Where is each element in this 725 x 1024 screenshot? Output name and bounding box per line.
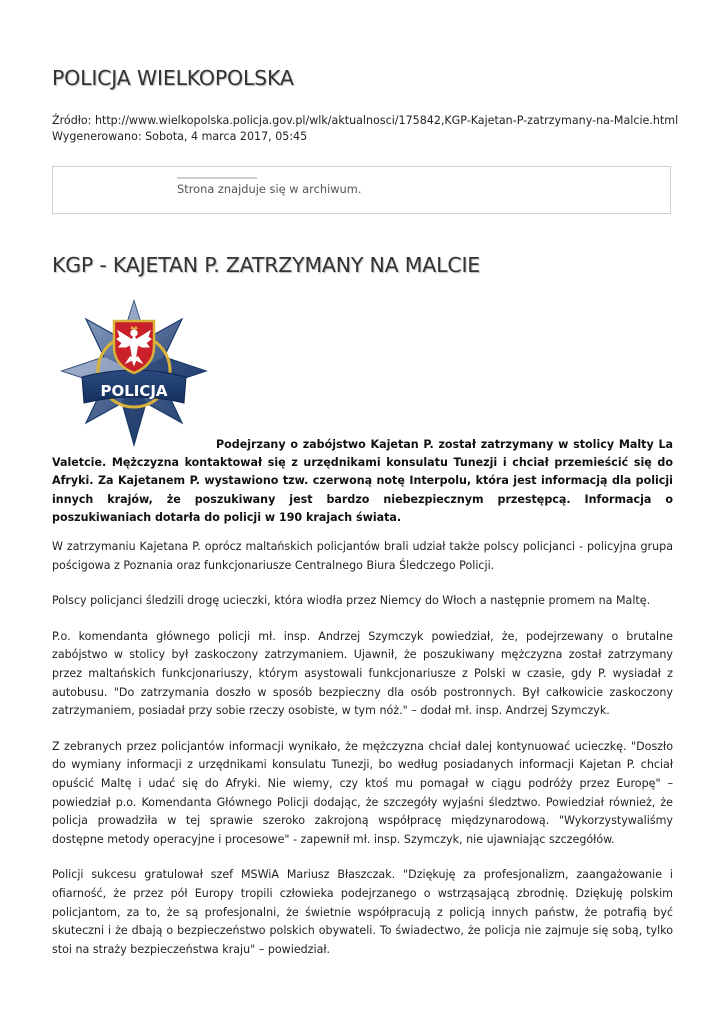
police-star-logo	[60, 299, 208, 449]
article-title: KGP - KAJETAN P. ZATRZYMANY NA MALCIE	[52, 253, 481, 277]
eagle-shield	[114, 321, 154, 373]
article-paragraph: P.o. komendanta głównego policji mł. insp. Andrzej Szymczyk powiedział, że, podejrzewany o brutalne zabójstwo w stolicy był zaskoczony zatrzymaniem. Ujawnił, że poszukiwany mężczyzna został zatrzymany przez maltańskich funkcjonariuszy, którym asystowali funkcjonariusze z Polski w czasie, gdy P. wysiadał z autobusu. "Do zatrzymania doszło w sposób bezpieczny dla osób postronnych. Był całkowicie zaskoczony zatrzymaniem, posiadał przy sobie rzeczy osobiste, w tym nóż." – dodał mł. insp. Andrzej Szymczyk.	[52, 629, 673, 718]
source-url-line: Źródło: http://www.wielkopolska.policja.gov.pl/wlk/aktualnosci/175842,KGP-Kajetan-P-zatrzymany-na-Malcie.html	[52, 114, 679, 127]
article-paragraph: Z zebranych przez policjantów informacji wynikało, że mężczyzna chciał dalej kontynuować ucieczkę. "Doszło do wymiany informacji z urzędnikami konsulatu Tunezji, bo według posiadanych informacji Kajetan P. chciał opuścić Maltę i udać się do Afryki. Nie wiemy, czy ktoś mu pomagał w ciągu podróży przez Europę" – powiedział p.o. Komendanta Głównego Policji dodając, że szczegóły wyjaśni śledztwo. Powiedział również, że policja prowadziła w tej sprawie szeroko zakrojoną współpracę międzynarodową. "Wykorzystywaliśmy dostępne metody operacyjne i procesowe" - zapewnił mł. insp. Szymczyk, nie ujawniając szczegółów.	[52, 739, 673, 846]
article-paragraph: Policji sukcesu gratulował szef MSWiA Mariusz Błaszczak. "Dziękuję za profesjonalizm, zaangażowanie i ofiarność, że przez pół Europy tropili człowieka podejrzanego o wstrząsającą zbrodnię. Dziękuję polskim policjantom, za to, że są profesjonalni, że świetnie współpracują z policją innych państw, że potrafią być skuteczni i że dbają o bezpieczeństwo polskich obywateli. To świadectwo, że policja nie zajmuje się sobą, tylko stoi na straży bezpieczeństwa kraju" – powiedział.	[52, 868, 673, 956]
archive-notice	[52, 166, 671, 214]
article-paragraph: W zatrzymaniu Kajetana P. oprócz maltańskich policjantów brali udział także polscy policjanci - policyjna grupa pościgowa z Poznania oraz funkcjonariusze Centralnego Biura Śledczego Policji.	[52, 540, 673, 572]
generated-date-line: Wygenerowano: Sobota, 4 marca 2017, 05:45	[52, 130, 308, 143]
document-meta	[52, 113, 692, 145]
article-body	[52, 538, 673, 976]
site-title: POLICJA WIELKOPOLSKA	[52, 66, 294, 90]
lead-text: Podejrzany o zabójstwo Kajetan P. został zatrzymany w stolicy Malty La Valetcie. Mężczyzna kontaktował się z urzędnikami konsulatu Tunezji i chciał przemieścić się do Afryki. Za Kajetanem P. wystawiono tzw. czerwoną notę Interpolu, która jest informacją dla policji innych krajów, że poszukiwany jest bardzo niebezpiecznym przestępcą. Informacja o poszukiwaniach dotarła do policji w 190 krajach świata.	[52, 438, 673, 524]
article-paragraph: Polscy policjanci śledzili drogę ucieczki, która wiodła przez Niemcy do Włoch a następnie promem na Maltę.	[52, 594, 651, 608]
archive-notice-text: Strona znajduje się w archiwum.	[177, 182, 362, 196]
badge-text: POLICJA	[100, 382, 168, 400]
notice-divider	[177, 177, 257, 179]
article-lead	[52, 436, 673, 527]
